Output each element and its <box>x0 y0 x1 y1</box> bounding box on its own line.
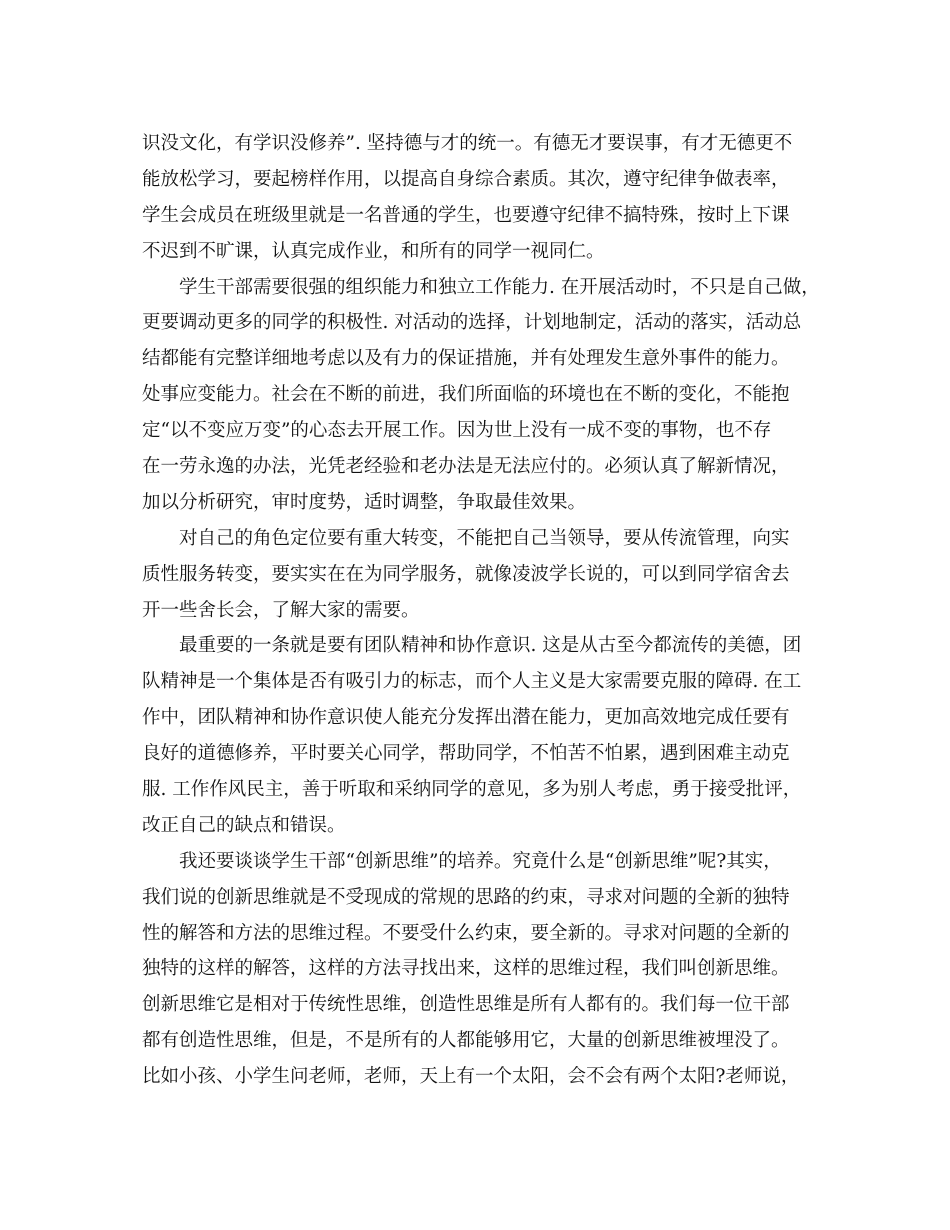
text-line: 队精神是一个集体是否有吸引力的标志，而个人主义是大家需要克服的障碍. 在工 <box>142 671 802 693</box>
text-line: 作中，团队精神和协作意识使人能充分发挥出潜在能力，更加高效地完成任要有 <box>142 707 790 729</box>
paragraph-first-line: 学生干部需要很强的组织能力和独立工作能力. 在开展活动时，不只是自己做， <box>179 276 820 298</box>
text-line: 比如小孩、小学生问老师，老师，天上有一个太阳，会不会有两个太阳?老师说， <box>142 1066 800 1088</box>
paragraph-first-line: 对自己的角色定位要有重大转变，不能把自己当领导，要从传流管理，向实 <box>179 527 790 549</box>
text-line: 我们说的创新思维就是不受现成的常规的思路的约束，寻求对问题的全新的独特 <box>142 886 790 908</box>
text-line: 独特的这样的解答，这样的方法寻找出来，这样的思维过程，我们叫创新思维。 <box>142 958 790 980</box>
text-line: 质性服务转变，要实实在在为同学服务，就像凌波学长说的，可以到同学宿舍去 <box>142 563 790 585</box>
text-line: 结都能有完整详细地考虑以及有力的保证措施，并有处理发生意外事件的能力。 <box>142 348 790 370</box>
text-line: 不迟到不旷课，认真完成作业，和所有的同学一视同仁。 <box>142 240 605 262</box>
text-line: 识没文化，有学识没修养”. 坚持德与才的统一。有德无才要误事，有才无德更不 <box>142 133 793 154</box>
paragraph-first-line: 我还要谈谈学生干部“创新思维”的培养。究竟什么是“创新思维”呢?其实， <box>179 850 782 872</box>
text-line: 处事应变能力。社会在不断的前进，我们所面临的环境也在不断的变化，不能抱 <box>142 384 790 406</box>
text-line: 定“以不变应万变”的心态去开展工作。因为世上没有一成不变的事物，也不存 <box>142 420 772 442</box>
document-body-text <box>142 126 822 1095</box>
paragraph-first-line: 最重要的一条就是要有团队精神和协作意识. 这是从古至今都流传的美德，团 <box>179 635 802 657</box>
text-line: 更要调动更多的同学的积极性. 对活动的选择，计划地制定，活动的落实，活动总 <box>142 312 802 334</box>
text-line: 能放松学习，要起榜样作用，以提高自身综合素质。其次，遵守纪律争做表率， <box>142 168 790 190</box>
text-line: 学生会成员在班级里就是一名普通的学生，也要遵守纪律不搞特殊，按时上下课 <box>142 204 790 226</box>
text-line: 性的解答和方法的思维过程。不要受什么约束，要全新的。寻求对问题的全新的 <box>142 922 790 944</box>
text-line: 在一劳永逸的办法，光凭老经验和老办法是无法应付的。必须认真了解新情况， <box>142 456 790 478</box>
text-line: 创新思维它是相对于传统性思维，创造性思维是所有人都有的。我们每一位干部 <box>142 994 790 1016</box>
text-line: 改正自己的缺点和错误。 <box>142 814 346 836</box>
text-line: 服. 工作作风民主，善于听取和采纳同学的意见，多为别人考虑，勇于接受批评， <box>142 779 802 801</box>
text-line: 良好的道德修养，平时要关心同学，帮助同学，不怕苦不怕累，遇到困难主动克 <box>142 743 790 765</box>
text-line: 加以分析研究，审时度势，适时调整，争取最佳效果。 <box>142 491 587 513</box>
text-line: 都有创造性思维，但是，不是所有的人都能够用它，大量的创新思维被埋没了。 <box>142 1030 790 1052</box>
text-line: 开一些舍长会，了解大家的需要。 <box>142 599 420 621</box>
